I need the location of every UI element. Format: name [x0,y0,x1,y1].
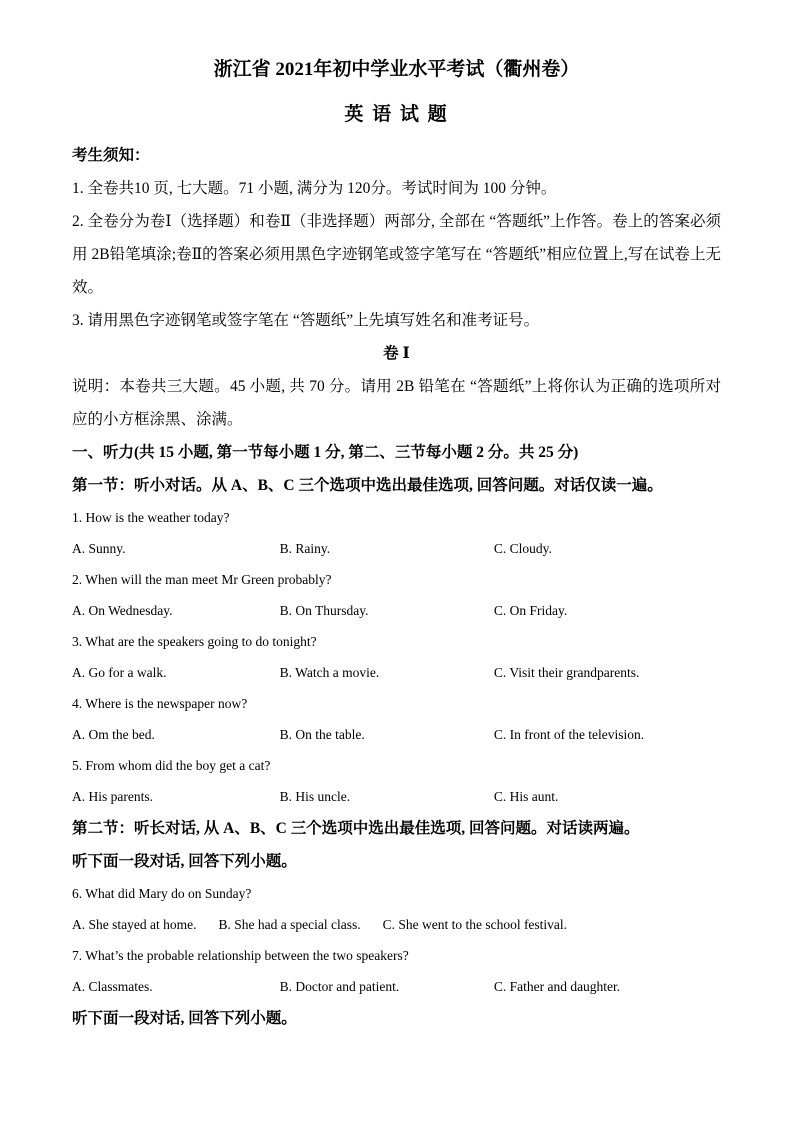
question-3-text: 3. What are the speakers going to do tonight? [72,634,317,649]
question-2 [72,564,721,626]
question-2-option-a: A. On Wednesday. [72,603,173,618]
question-7-option-c: C. Father and daughter. [493,979,621,994]
question-5-text: 5. From whom did the boy get a cat? [72,758,271,773]
question-4-option-b: B. On the table. [279,727,365,742]
question-6-option-a: A. She stayed at home. [72,917,197,932]
notice-item-3: 3. 请用黑色字迹钢笔或签字笔在 “答题纸”上先填写姓名和准考证号。 [72,312,540,329]
dialogue-intro-1: 听下面一段对话, 回答下列小题。 [72,853,297,870]
question-3-options [72,657,721,688]
question-1-option-b: B. Rainy. [279,541,331,556]
question-2-text: 2. When will the man meet Mr Green probably? [72,572,332,587]
question-4-options [72,719,721,750]
question-3-option-b: B. Watch a movie. [279,665,380,680]
question-1-option-a: A. Sunny. [72,541,126,556]
question-4 [72,688,721,750]
question-6-text: 6. What did Mary do on Sunday? [72,886,252,901]
question-5 [72,750,721,812]
notice-heading: 考生须知： [72,147,150,164]
question-7 [72,940,721,1002]
notice-item-1: 1. 全卷共10 页, 七大题。71 小题, 满分为 120分。考试时间为 100 分钟。 [72,180,557,197]
question-6-option-c: C. She went to the school festival. [382,917,568,932]
exam-subtitle: 英 语 试 题 [344,104,449,125]
question-1-options [72,533,721,564]
notice-item-2: 2. 全卷分为卷Ⅰ（选择题）和卷Ⅱ（非选择题）两部分, 全部在 “答题纸”上作答。卷上的答案必须用 2B铅笔填涂;卷Ⅱ的答案必须用黑色字迹钢笔或签字笔写在 “答题纸”相应位置上,写在试卷上无效。 [72,213,721,296]
question-2-option-b: B. On Thursday. [279,603,369,618]
paper1-description: 说明：本卷共三大题。45 小题, 共 70 分。请用 2B 铅笔在 “答题纸”上将你认为正确的选项所对应的小方框涂黑、涂满。 [72,378,721,428]
section1-heading: 第一节：听小对话。从 A、B、C 三个选项中选出最佳选项, 回答问题。对话仅读一遍。 [72,477,663,494]
question-6 [72,878,721,940]
exam-title: 浙江省 2021年初中学业水平考试（衢州卷） [213,59,580,80]
question-1-text: 1. How is the weather today? [72,510,230,525]
question-7-option-a: A. Classmates. [72,979,153,994]
question-5-option-a: A. His parents. [72,789,153,804]
paper1-heading: 卷 Ⅰ [383,345,410,362]
question-3-option-a: A. Go for a walk. [72,665,167,680]
question-2-option-c: C. On Friday. [493,603,568,618]
question-1-option-c: C. Cloudy. [493,541,552,556]
question-4-option-a: A. Om the bed. [72,727,155,742]
question-2-options [72,595,721,626]
question-5-option-b: B. His uncle. [279,789,351,804]
question-7-options [72,971,721,1002]
question-7-option-b: B. Doctor and patient. [279,979,400,994]
question-4-option-c: C. In front of the television. [493,727,645,742]
question-5-options [72,781,721,812]
question-7-text: 7. What’s the probable relationship between the two speakers? [72,948,409,963]
question-3 [72,626,721,688]
question-6-option-b: B. She had a special class. [218,917,361,932]
question-3-option-c: C. Visit their grandparents. [493,665,640,680]
dialogue-intro-2: 听下面一段对话, 回答下列小题。 [72,1010,297,1027]
question-1 [72,502,721,564]
section2-heading: 第二节：听长对话, 从 A、B、C 三个选项中选出最佳选项, 回答问题。对话读两遍。 [72,820,640,837]
question-4-text: 4. Where is the newspaper now? [72,696,248,711]
question-5-option-c: C. His aunt. [493,789,559,804]
listening-heading: 一、听力(共 15 小题, 第一节每小题 1 分, 第二、三节每小题 2 分。共 25 分) [72,444,579,461]
question-6-options [72,909,721,940]
